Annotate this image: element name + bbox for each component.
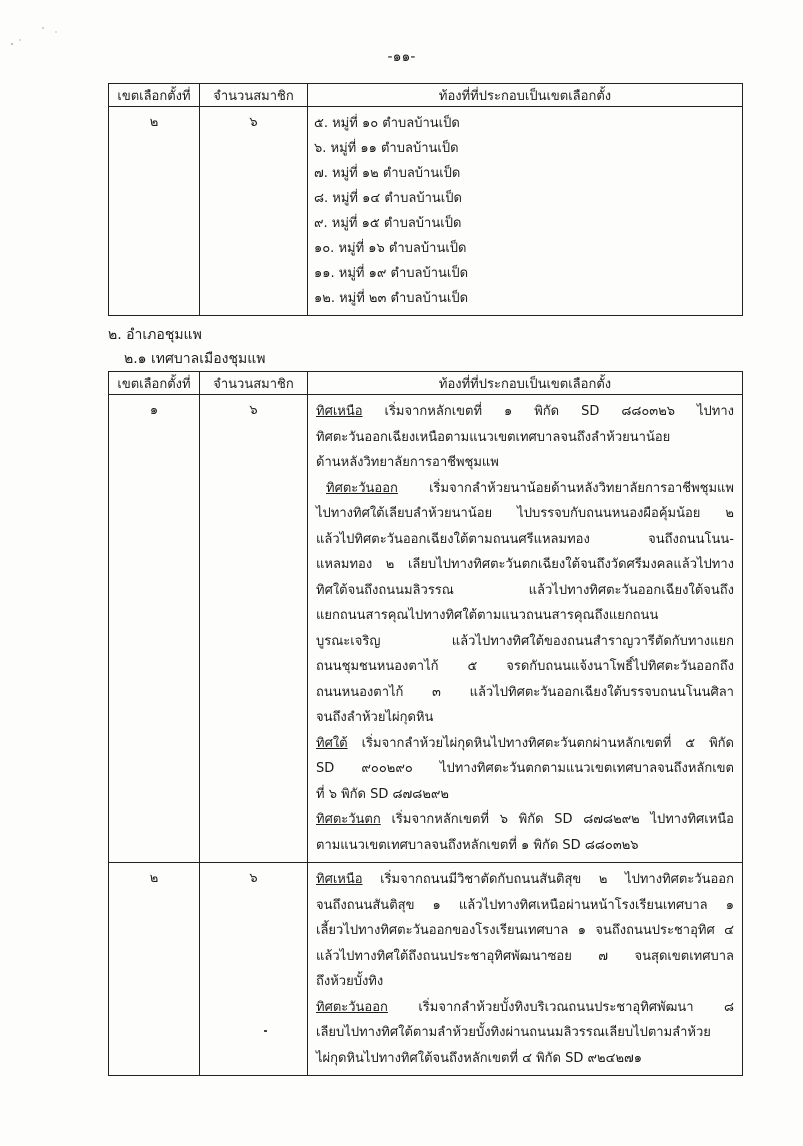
boundary-line: เลี้ยวไปทางทิศตะวันออกของโรงเรียนเทศบาล ๑ จนถึงถนนประชาอุทิศ ๔ <box>316 923 734 938</box>
constituency-table-chumphae <box>108 371 743 1076</box>
table-row <box>109 395 743 863</box>
boundary-line: ไปทางทิศใต้เลียบลำห้วยนาน้อย ไปบรรจบกับถนนหนองผือคุ้มน้อย ๒ <box>316 506 734 521</box>
list-item: ๖. หมู่ที่ ๑๑ ตำบลบ้านเป็ด <box>314 141 459 156</box>
boundary-line <box>316 399 734 425</box>
district-number: ๑ <box>109 395 200 863</box>
sub-heading: ๒.๑ เทศบาลเมืองชุมแพ <box>124 351 266 367</box>
district-number: ๒ <box>109 107 200 316</box>
member-count: ๖ <box>200 863 308 1076</box>
header-area: ท้องที่ที่ประกอบเป็นเขตเลือกตั้ง <box>308 84 743 107</box>
boundary-line: แยกถนนสารคุณไปทางทิศใต้ตามแนวถนนสารคุณถึงแยกถนน <box>316 608 659 623</box>
boundary-line: จนถึงถนนสันติสุข ๑ แล้วไปทางทิศเหนือผ่านหน้าโรงเรียนเทศบาล ๑ <box>316 897 734 913</box>
list-item: ๑๐. หมู่ที่ ๑๖ ตำบลบ้านเป็ด <box>314 241 467 256</box>
boundary-line: เลียบไปทางทิศใต้ตามลำห้วยบั้งทิงผ่านถนนมลิวรรณเลียบไปตามลำห้วย <box>316 1025 711 1040</box>
header-district: เขตเลือกตั้งที่ <box>109 84 200 107</box>
boundary-line: ตามแนวเขตเทศบาลจนถึงหลักเขตที่ ๑ พิกัด SD ๘๘๐๓๒๖ <box>316 837 639 853</box>
boundary-text: เริ่มจากถนนมีวิชาตัดกับถนนสันติสุข ๒ ไปทางทิศตะวันออก <box>362 872 734 887</box>
boundary-line: บูรณะเจริญ แล้วไปทางทิศใต้ของถนนสำราญวารีตัดกับทางแยก <box>316 633 734 649</box>
scan-specks <box>8 22 68 52</box>
list-item: ๗. หมู่ที่ ๑๒ ตำบลบ้านเป็ด <box>314 166 461 181</box>
header-district: เขตเลือกตั้งที่ <box>109 372 200 395</box>
table-row <box>109 863 743 1076</box>
boundary-line <box>316 867 734 893</box>
boundary-line: ที่ ๖ พิกัด SD ๘๗๘๒๙๒ <box>316 786 449 802</box>
list-item: ๑๒. หมู่ที่ ๒๓ ตำบลบ้านเป็ด <box>314 291 469 306</box>
table-row <box>109 107 743 316</box>
boundary-description <box>308 863 743 1076</box>
east-label: ทิศตะวันออก <box>316 999 388 1015</box>
boundary-line: จนถึงลำห้วยไผ่กุดหิน <box>316 710 434 725</box>
member-count: ๖ <box>200 395 308 863</box>
north-label: ทิศเหนือ <box>316 404 363 419</box>
boundary-line <box>316 731 734 757</box>
boundary-line: ไผ่กุดหินไปทางทิศใต้จนถึงหลักเขตที่ ๔ พิกัด SD ๙๒๔๒๗๑ <box>316 1050 643 1066</box>
boundary-line: ถนนหนองตาไก้ ๓ แล้วไปทิศตะวันออกเฉียงใต้บรรจบถนนโนนศิลา <box>316 684 734 700</box>
list-item: ๙. หมู่ที่ ๑๕ ตำบลบ้านเป็ด <box>314 216 462 231</box>
boundary-line: ถึงห้วยบั้งทิง <box>316 974 384 989</box>
boundary-line: ด้านหลังวิทยาลัยการอาชีพชุมแพ <box>316 455 499 470</box>
header-area: ท้องที่ที่ประกอบเป็นเขตเลือกตั้ง <box>308 372 743 395</box>
boundary-text: เริ่มจากหลักเขตที่ ๖ พิกัด SD ๘๗๘๒๙๒ ไปทางทิศเหนือ <box>380 812 734 827</box>
south-label: ทิศใต้ <box>316 735 348 751</box>
scan-mark <box>264 1030 267 1032</box>
boundary-line: SD ๙๐๐๒๙๐ ไปทางทิศตะวันตกตามแนวเขตเทศบาลจนถึงหลักเขต <box>316 761 734 776</box>
header-members: จำนวนสมาชิก <box>200 372 308 395</box>
section-heading: ๒. อำเภอชุมแพ <box>108 327 202 343</box>
boundary-line: แล้วไปทิศตะวันออกเฉียงใต้ตามถนนศรีแหลมทอง จนถึงถนนโนน- <box>316 531 734 547</box>
boundary-text: เริ่มจากลำห้วยนาน้อยด้านหลังวิทยาลัยการอาชีพชุมแพ <box>397 480 734 496</box>
list-item: ๘. หมู่ที่ ๑๔ ตำบลบ้านเป็ด <box>314 191 462 206</box>
page-number: -๑๑- <box>387 49 416 65</box>
header-members: จำนวนสมาชิก <box>200 84 308 107</box>
boundary-line <box>316 995 734 1021</box>
member-count: ๖ <box>200 107 308 316</box>
boundary-text: เริ่มจากลำห้วยบั้งทิงบริเวณถนนประชาอุทิศพัฒนา ๘ <box>387 999 734 1015</box>
boundary-line: ทิศใต้จนถึงถนนมลิวรรณ แล้วไปทางทิศตะวันออกเฉียงใต้จนถึง <box>316 582 734 598</box>
constituency-table-continued <box>108 83 743 316</box>
list-item: ๑๑. หมู่ที่ ๑๙ ตำบลบ้านเป็ด <box>314 266 469 281</box>
boundary-description <box>308 395 743 863</box>
boundary-line: ทิศตะวันออกเฉียงเหนือตามแนวเขตเทศบาลจนถึงลำห้วยนาน้อย <box>316 429 671 445</box>
boundary-line: ถนนชุมชนหนองตาไก้ ๕ จรดกับถนนแจ้งนาโพธิ์ไปทิศตะวันออกถึง <box>316 659 734 674</box>
boundary-line <box>316 807 734 833</box>
boundary-text: เริ่มจากหลักเขตที่ ๑ พิกัด SD ๘๘๐๓๒๖ ไปทาง <box>362 404 734 419</box>
boundary-line: แหลมทอง ๒ เลียบไปทางทิศตะวันตกเฉียงใต้จนถึงวัดศรีมงคลแล้วไปทาง <box>316 557 734 572</box>
east-label: ทิศตะวันออก <box>326 480 398 496</box>
table-header-row <box>109 372 743 395</box>
table-header-row <box>109 84 743 107</box>
boundary-line <box>316 476 734 502</box>
village-list <box>308 107 743 316</box>
boundary-line: แล้วไปทางทิศใต้ถึงถนนประชาอุทิศพัฒนาซอย ๗ จนสุดเขตเทศบาล <box>316 948 734 964</box>
west-label: ทิศตะวันตก <box>316 812 381 827</box>
north-label: ทิศเหนือ <box>316 872 363 887</box>
district-number: ๒ <box>109 863 200 1076</box>
boundary-text: เริ่มจากลำห้วยไผ่กุดหินไปทางทิศตะวันตกผ่านหลักเขตที่ ๕ พิกัด <box>347 735 734 751</box>
list-item: ๕. หมู่ที่ ๑๐ ตำบลบ้านเป็ด <box>314 116 460 131</box>
